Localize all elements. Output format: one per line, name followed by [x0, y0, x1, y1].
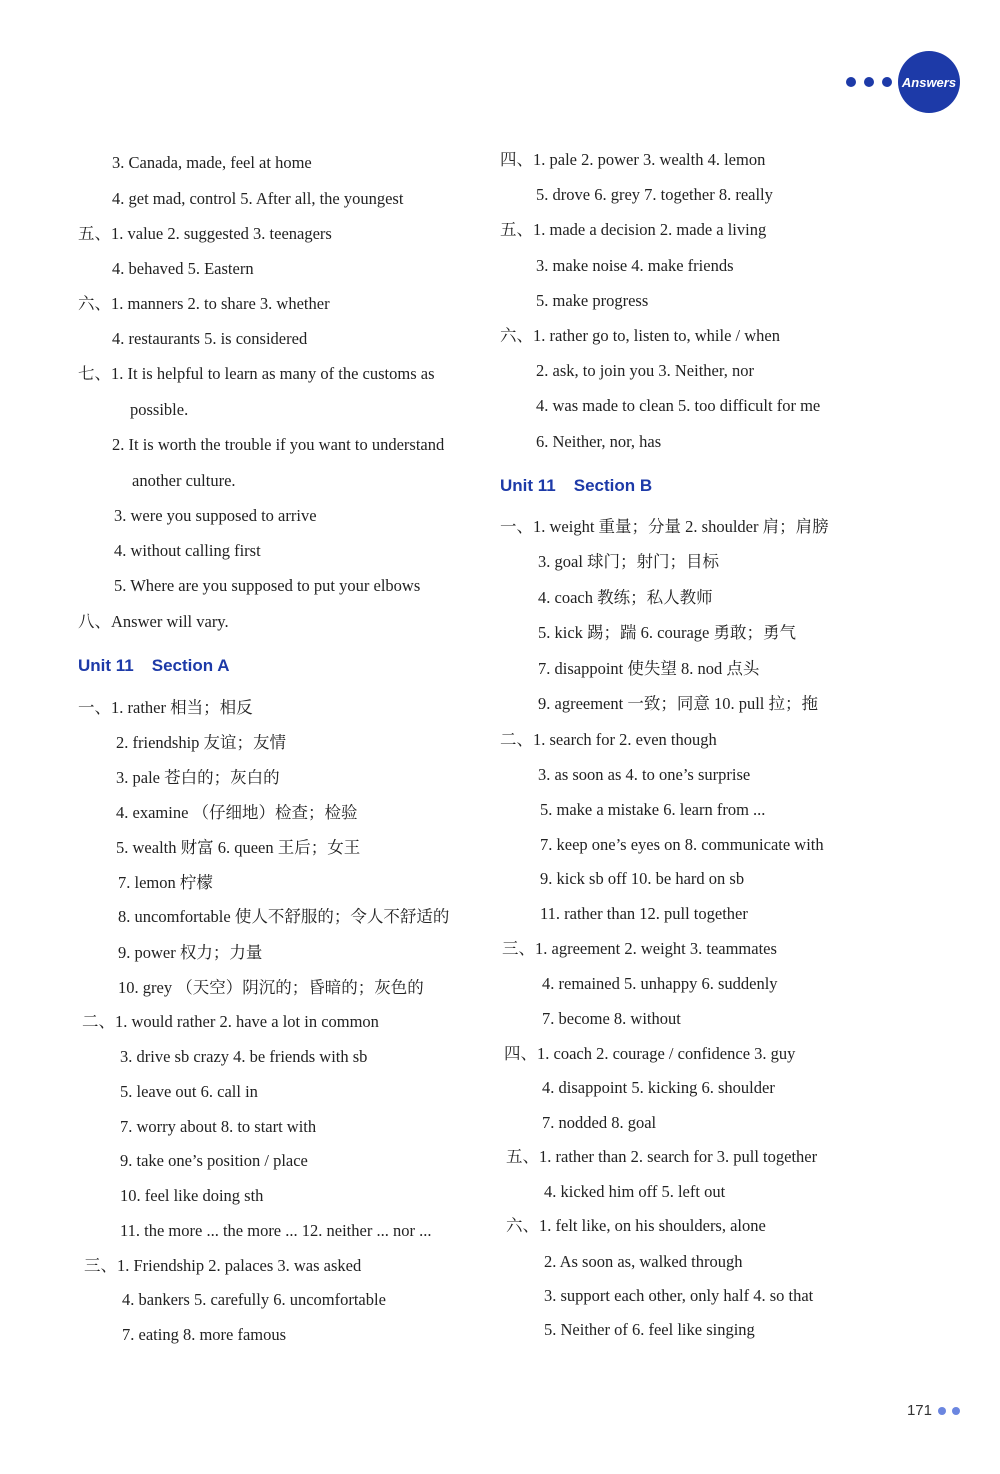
left-answer-line: 二、1. would rather 2. have a lot in common	[82, 1012, 379, 1031]
left-answer-line: 10. feel like doing sth	[120, 1186, 264, 1205]
right-answer-line: 四、1. coach 2. courage / confidence 3. guy	[504, 1044, 796, 1063]
left-answer-line: 3. Canada, made, feel at home	[112, 153, 312, 172]
left-answer-line: 2. friendship 友谊；友情	[116, 733, 287, 752]
left-answer-line: 4. examine （仔细地）检查；检验	[116, 803, 358, 822]
left-answer-line: 5. wealth 财富 6. queen 王后；女王	[116, 838, 361, 857]
left-answer-line: 3. pale 苍白的；灰白的	[116, 768, 280, 787]
left-answer-line: 7. lemon 柠檬	[118, 873, 213, 892]
right-answer-line: 3. make noise 4. make friends	[536, 256, 734, 275]
right-answer-line: 3. as soon as 4. to one’s surprise	[538, 765, 751, 784]
left-answer-line: another culture.	[132, 471, 236, 490]
answers-header	[846, 56, 960, 108]
left-answer-line: 11. the more ... the more ... 12. neither ... nor ...	[120, 1221, 432, 1240]
left-answer-line: 八、Answer will vary.	[78, 612, 229, 631]
left-answer-line: 七、1. It is helpful to learn as many of the customs as	[78, 364, 435, 383]
dot-icon	[938, 1407, 946, 1415]
unit-label: Unit 11	[78, 656, 134, 675]
header-dots	[846, 77, 892, 87]
right-answer-line: 9. agreement 一致；同意 10. pull 拉；拖	[538, 694, 819, 713]
right-answer-line: 3. support each other, only half 4. so that	[544, 1286, 814, 1305]
right-answer-line: 4. coach 教练；私人教师	[538, 588, 713, 607]
dot-icon	[846, 77, 856, 87]
left-answer-line: 10. grey （天空）阴沉的；昏暗的；灰色的	[118, 978, 424, 997]
right-answer-line: 7. disappoint 使失望 8. nod 点头	[538, 659, 760, 678]
left-answer-line: 三、1. Friendship 2. palaces 3. was asked	[84, 1256, 362, 1275]
left-answer-line: 4. bankers 5. carefully 6. uncomfortable	[122, 1290, 386, 1309]
left-answer-line: 7. worry about 8. to start with	[120, 1117, 317, 1136]
page-number: 171	[906, 1402, 932, 1419]
left-answer-line: 4. behaved 5. Eastern	[112, 259, 254, 278]
dot-icon	[952, 1407, 960, 1415]
left-answer-line: 一、1. rather 相当；相反	[78, 698, 253, 717]
right-answer-line: 四、1. pale 2. power 3. wealth 4. lemon	[500, 150, 766, 169]
left-answer-line: 五、1. value 2. suggested 3. teenagers	[78, 224, 332, 243]
left-answer-line: 3. were you supposed to arrive	[114, 506, 317, 525]
left-answer-line: possible.	[130, 400, 189, 419]
right-answer-line: 11. rather than 12. pull together	[540, 904, 748, 923]
left-answer-line: 4. get mad, control 5. After all, the youngest	[112, 189, 404, 208]
right-answer-line: 4. was made to clean 5. too difficult for me	[536, 396, 821, 415]
answers-badge: Answers	[898, 51, 960, 113]
left-answer-line: 8. uncomfortable 使人不舒服的；令人不舒适的	[118, 907, 450, 926]
left-answer-line: 4. restaurants 5. is considered	[112, 329, 308, 348]
left-answer-line: 2. It is worth the trouble if you want to understand	[112, 435, 445, 454]
left-answer-line: 9. take one’s position / place	[120, 1151, 308, 1170]
left-answer-line: 六、1. manners 2. to share 3. whether	[78, 294, 330, 313]
right-answer-line: 7. become 8. without	[542, 1009, 681, 1028]
right-answer-line: 3. goal 球门；射门；目标	[538, 552, 720, 571]
section-label: Section B	[573, 476, 653, 495]
right-answer-line: 2. As soon as, walked through	[544, 1252, 743, 1271]
right-answer-line: 7. nodded 8. goal	[542, 1113, 657, 1132]
right-answer-line: 5. make a mistake 6. learn from ...	[540, 800, 766, 819]
dot-icon	[864, 77, 874, 87]
right-answer-line: 六、1. rather go to, listen to, while / when	[500, 326, 780, 345]
right-answer-line: 4. disappoint 5. kicking 6. shoulder	[542, 1078, 775, 1097]
right-answer-line: 5. make progress	[536, 291, 649, 310]
right-answer-line: 5. kick 踢；踹 6. courage 勇敢；勇气	[538, 623, 796, 642]
section-label: Section A	[151, 656, 230, 675]
left-answer-line: 3. drive sb crazy 4. be friends with sb	[120, 1047, 368, 1066]
right-answer-line: 2. ask, to join you 3. Neither, nor	[536, 361, 754, 380]
right-answer-line: 三、1. agreement 2. weight 3. teammates	[502, 939, 777, 958]
right-answer-line: 六、1. felt like, on his shoulders, alone	[506, 1216, 766, 1235]
left-answer-line: 5. Where are you supposed to put your elbows	[114, 576, 421, 595]
left-answer-line: 4. without calling first	[114, 541, 261, 560]
right-answer-line: 5. drove 6. grey 7. together 8. really	[536, 185, 773, 204]
right-answer-line: 4. kicked him off 5. left out	[544, 1182, 726, 1201]
right-answer-line: 4. remained 5. unhappy 6. suddenly	[542, 974, 778, 993]
right-answer-line: 9. kick sb off 10. be hard on sb	[540, 869, 745, 888]
unit-label: Unit 11	[500, 476, 556, 495]
right-answer-line: 五、1. made a decision 2. made a living	[500, 220, 767, 239]
unit-heading	[500, 476, 652, 496]
right-answer-line: 7. keep one’s eyes on 8. communicate with	[540, 835, 824, 854]
right-answer-line: 一、1. weight 重量；分量 2. shoulder 肩；肩膀	[500, 517, 829, 536]
page-footer	[907, 1402, 960, 1419]
left-answer-line: 9. power 权力；力量	[118, 943, 263, 962]
left-answer-line: 7. eating 8. more famous	[122, 1325, 287, 1344]
right-answer-line: 6. Neither, nor, has	[536, 432, 662, 451]
right-answer-line: 五、1. rather than 2. search for 3. pull together	[506, 1147, 818, 1166]
right-answer-line: 5. Neither of 6. feel like singing	[544, 1320, 755, 1339]
dot-icon	[882, 77, 892, 87]
unit-heading	[78, 656, 230, 676]
right-answer-line: 二、1. search for 2. even though	[500, 730, 717, 749]
left-answer-line: 5. leave out 6. call in	[120, 1082, 258, 1101]
